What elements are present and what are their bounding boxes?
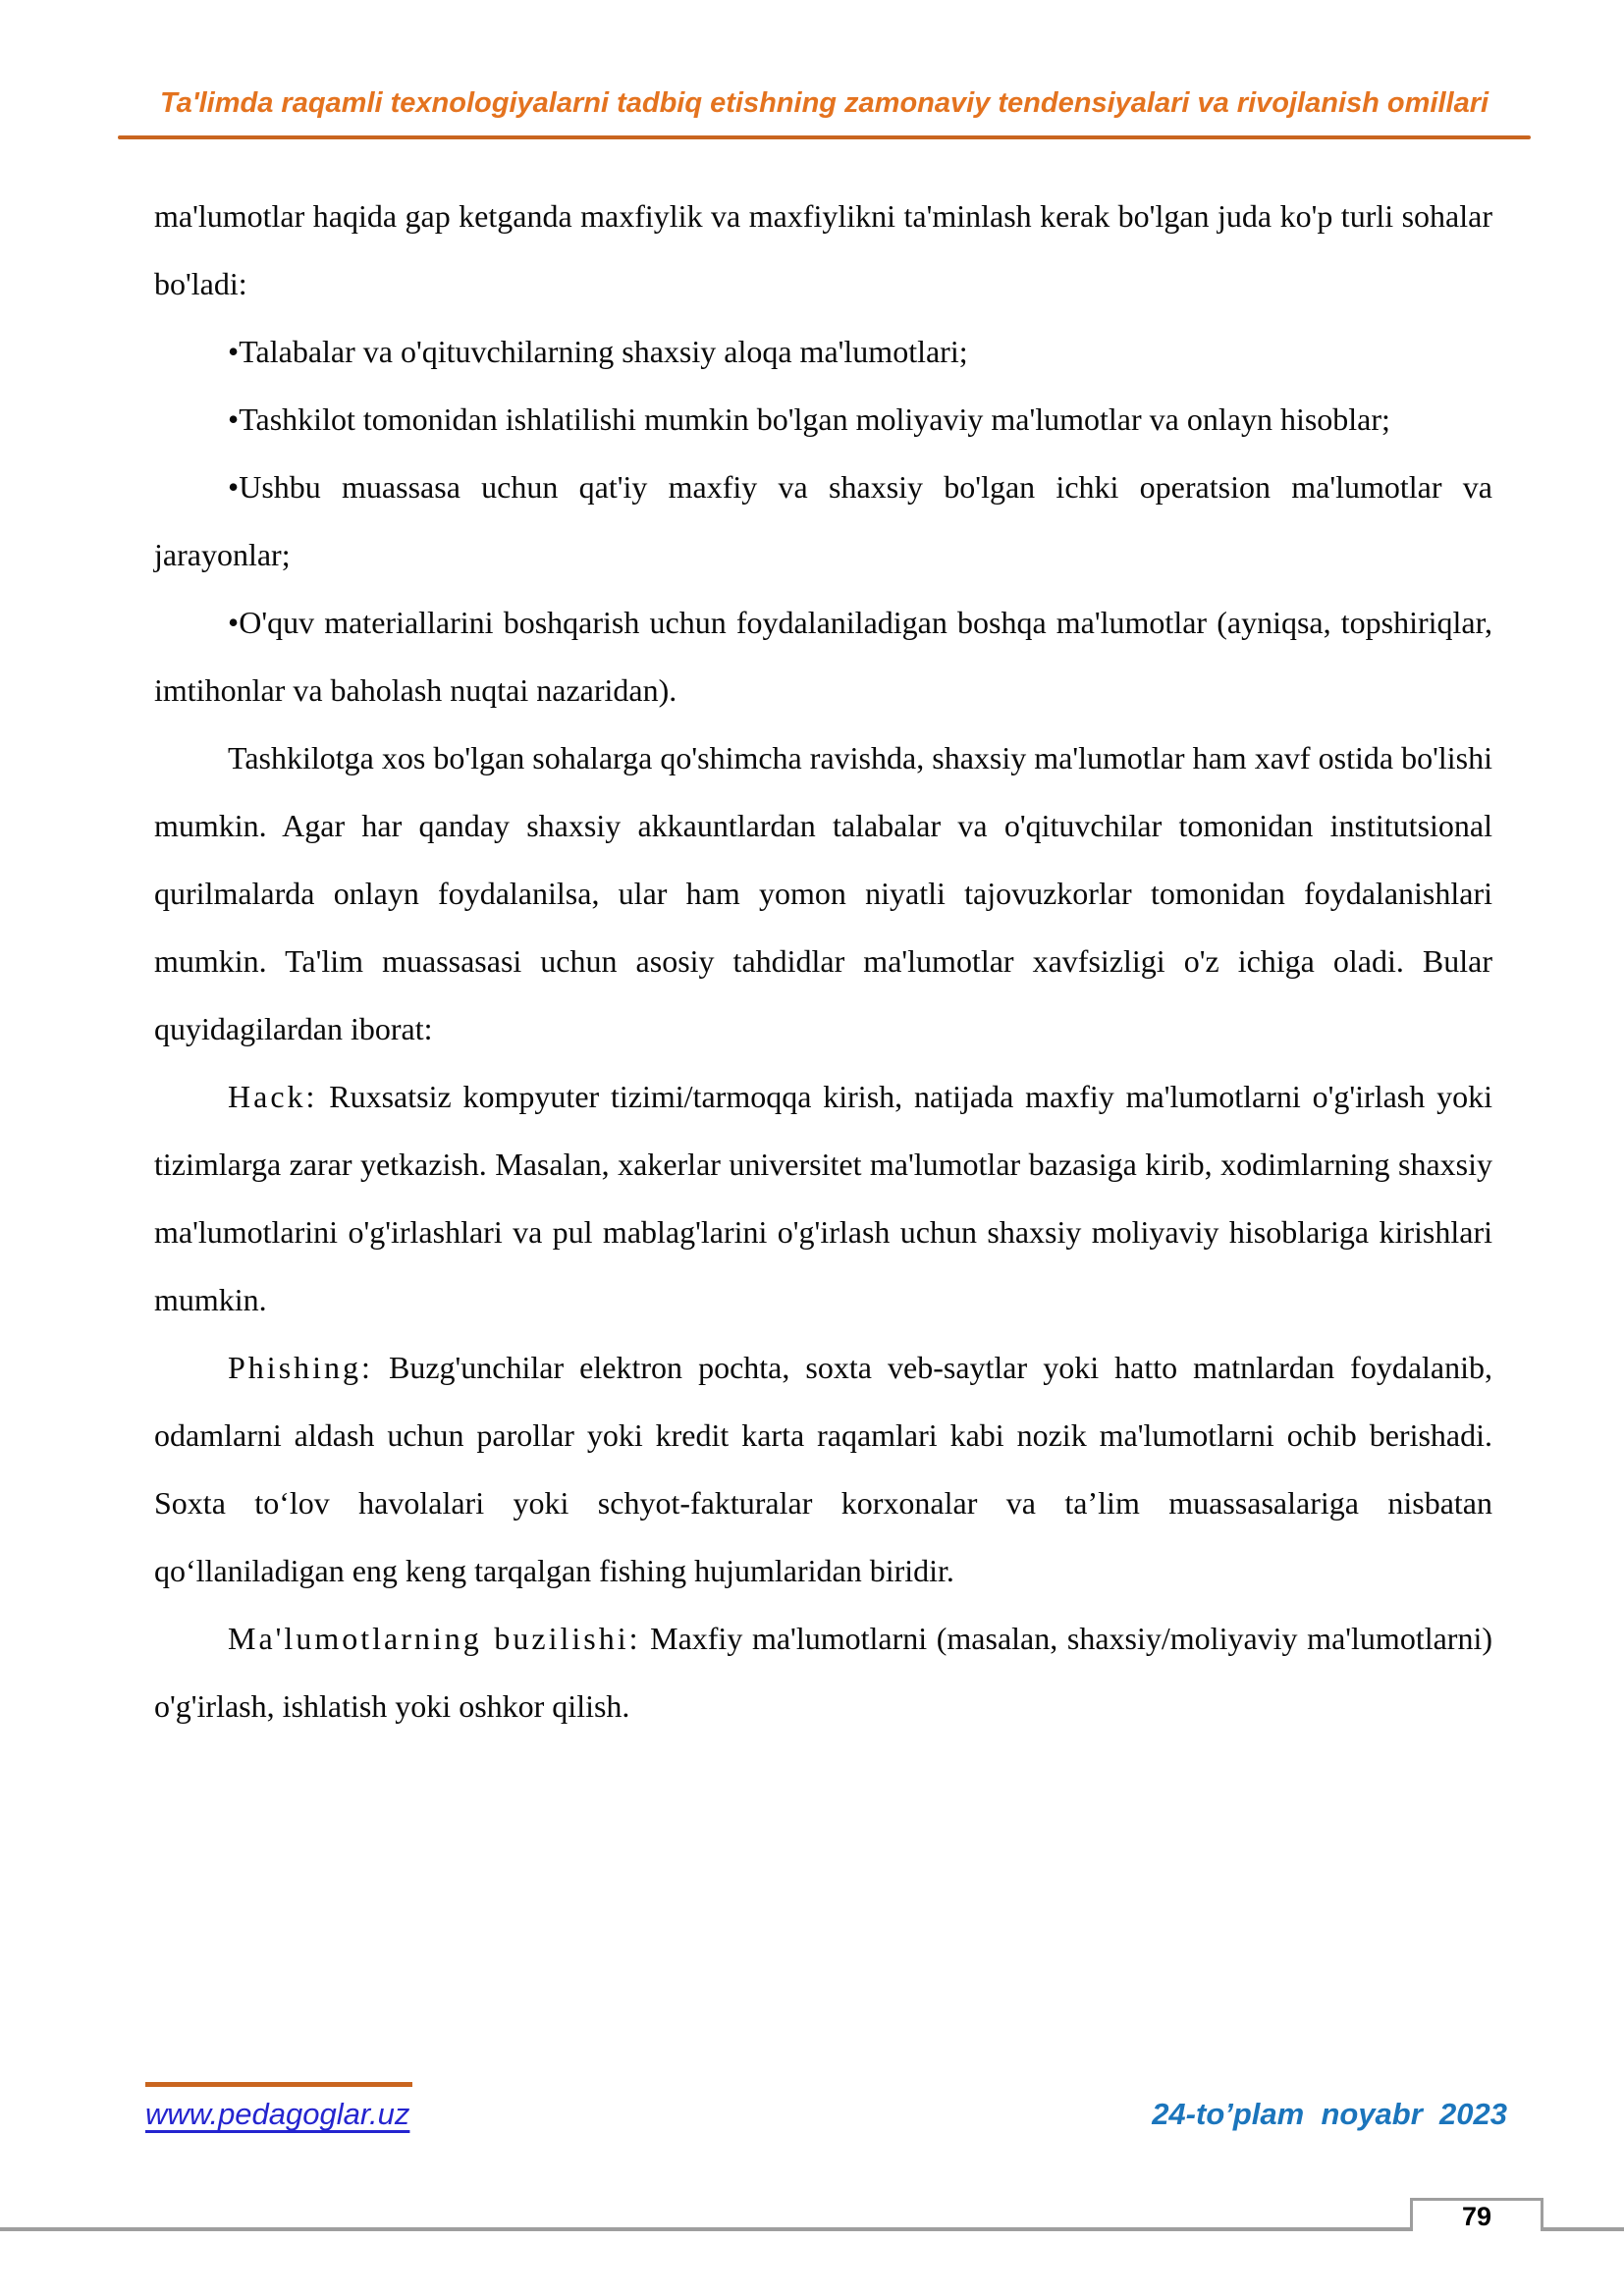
paragraph-lead: Phishing: [228, 1350, 373, 1385]
body-paragraph [154, 724, 1492, 1063]
footer-website-link[interactable]: www.pedagoglar.uz [145, 2097, 410, 2131]
bullet-icon: • [228, 401, 240, 437]
bullet-text: Ushbu muassasa uchun qat'iy maxfiy va shaxsiy bo'lgan ichki operatsion ma'lumotlar va jarayonlar; [154, 469, 1492, 572]
footer-issue-label: 24-to’plam noyabr 2023 [1152, 2097, 1507, 2131]
bullet-item [154, 386, 1492, 454]
body-paragraph [154, 1063, 1492, 1334]
bullet-item [154, 454, 1492, 589]
paragraph-text: Maxfiy ma'lumotlarni (masalan, shaxsiy/moliyaviy ma'lumotlarni) o'g'irlash, ishlatish yoki oshkor qilish. [154, 1621, 1493, 1724]
paragraph-lead: Hack: [228, 1079, 318, 1114]
header-divider [118, 135, 1531, 139]
bullet-icon: • [228, 605, 240, 640]
page-number: 79 [1461, 2202, 1492, 2231]
bullet-item [154, 589, 1492, 724]
bullet-text: Tashkilot tomonidan ishlatilishi mumkin bo'lgan moliyaviy ma'lumotlar va onlayn hisoblar; [239, 401, 1390, 437]
body-paragraph [154, 1605, 1492, 1740]
paragraph-text: Tashkilotga xos bo'lgan sohalarga qo'shimcha ravishda, shaxsiy ma'lumotlar ham xavf ostida bo'lishi mumkin. Agar har qanday shaxsiy akkauntlardan talabalar va o'qituvchilar tomonidan institutsional qurilmalarda onlayn foydalanilsa, ular ham yomon niyatli tajovuzkorlar tomonidan foydalanishlari mumkin. Ta'lim muassasasi uchun asosiy tahdidlar ma'lumotlar xavfsizligi o'z ichiga oladi. Bular quyidagilardan iborat: [154, 740, 1492, 1046]
bullet-icon: • [228, 469, 240, 505]
document-body [154, 183, 1492, 1740]
footer-divider [145, 2082, 412, 2087]
bullet-text: O'quv materiallarini boshqarish uchun foydalaniladigan boshqa ma'lumotlar (ayniqsa, topshiriqlar, imtihonlar va baholash nuqtai nazaridan). [154, 605, 1492, 708]
page-number-box [1410, 2198, 1543, 2231]
page-header [118, 86, 1531, 139]
paragraph-text: Ruxsatsiz kompyuter tizimi/tarmoqqa kirish, natijada maxfiy ma'lumotlarni o'g'irlash yoki tizimlarga zarar yetkazish. Masalan, xakerlar universitet ma'lumotlar bazasiga kirib, xodimlarning shaxsiy ma'lumotlarini o'g'irlashlari va pul mablag'larini o'g'irlash uchun shaxsiy moliyaviy hisoblariga kirishlari mumkin. [154, 1079, 1492, 1317]
header-title: Ta'limda raqamli texnologiyalarni tadbiq etishning zamonaviy tendensiyalari va rivojlanish omillari [159, 87, 1489, 119]
bottom-divider [0, 2227, 1624, 2231]
body-paragraph [154, 1334, 1492, 1605]
paragraph-text: Buzg'unchilar elektron pochta, soxta veb-saytlar yoki hatto matnlardan foydalanib, odamlarni aldash uchun parollar yoki kredit karta raqamlari kabi nozik ma'lumotlarni ochib berishadi. Soxta to‘lov havolalari yoki schyot-fakturalar korxonalar va ta’lim muassasalariga nisbatan qo‘llaniladigan eng keng tarqalgan fishing hujumlaridan biridir. [154, 1350, 1492, 1588]
bullet-text: Talabalar va o'qituvchilarning shaxsiy aloqa ma'lumotlari; [239, 334, 968, 369]
bullet-item [154, 318, 1492, 386]
paragraph-lead: Ma'lumotlarning buzilishi: [228, 1621, 641, 1656]
bullet-icon: • [228, 334, 240, 369]
intro-paragraph: ma'lumotlar haqida gap ketganda maxfiylik va maxfiylikni ta'minlash kerak bo'lgan juda ko'p turli sohalar bo'ladi: [154, 198, 1492, 301]
